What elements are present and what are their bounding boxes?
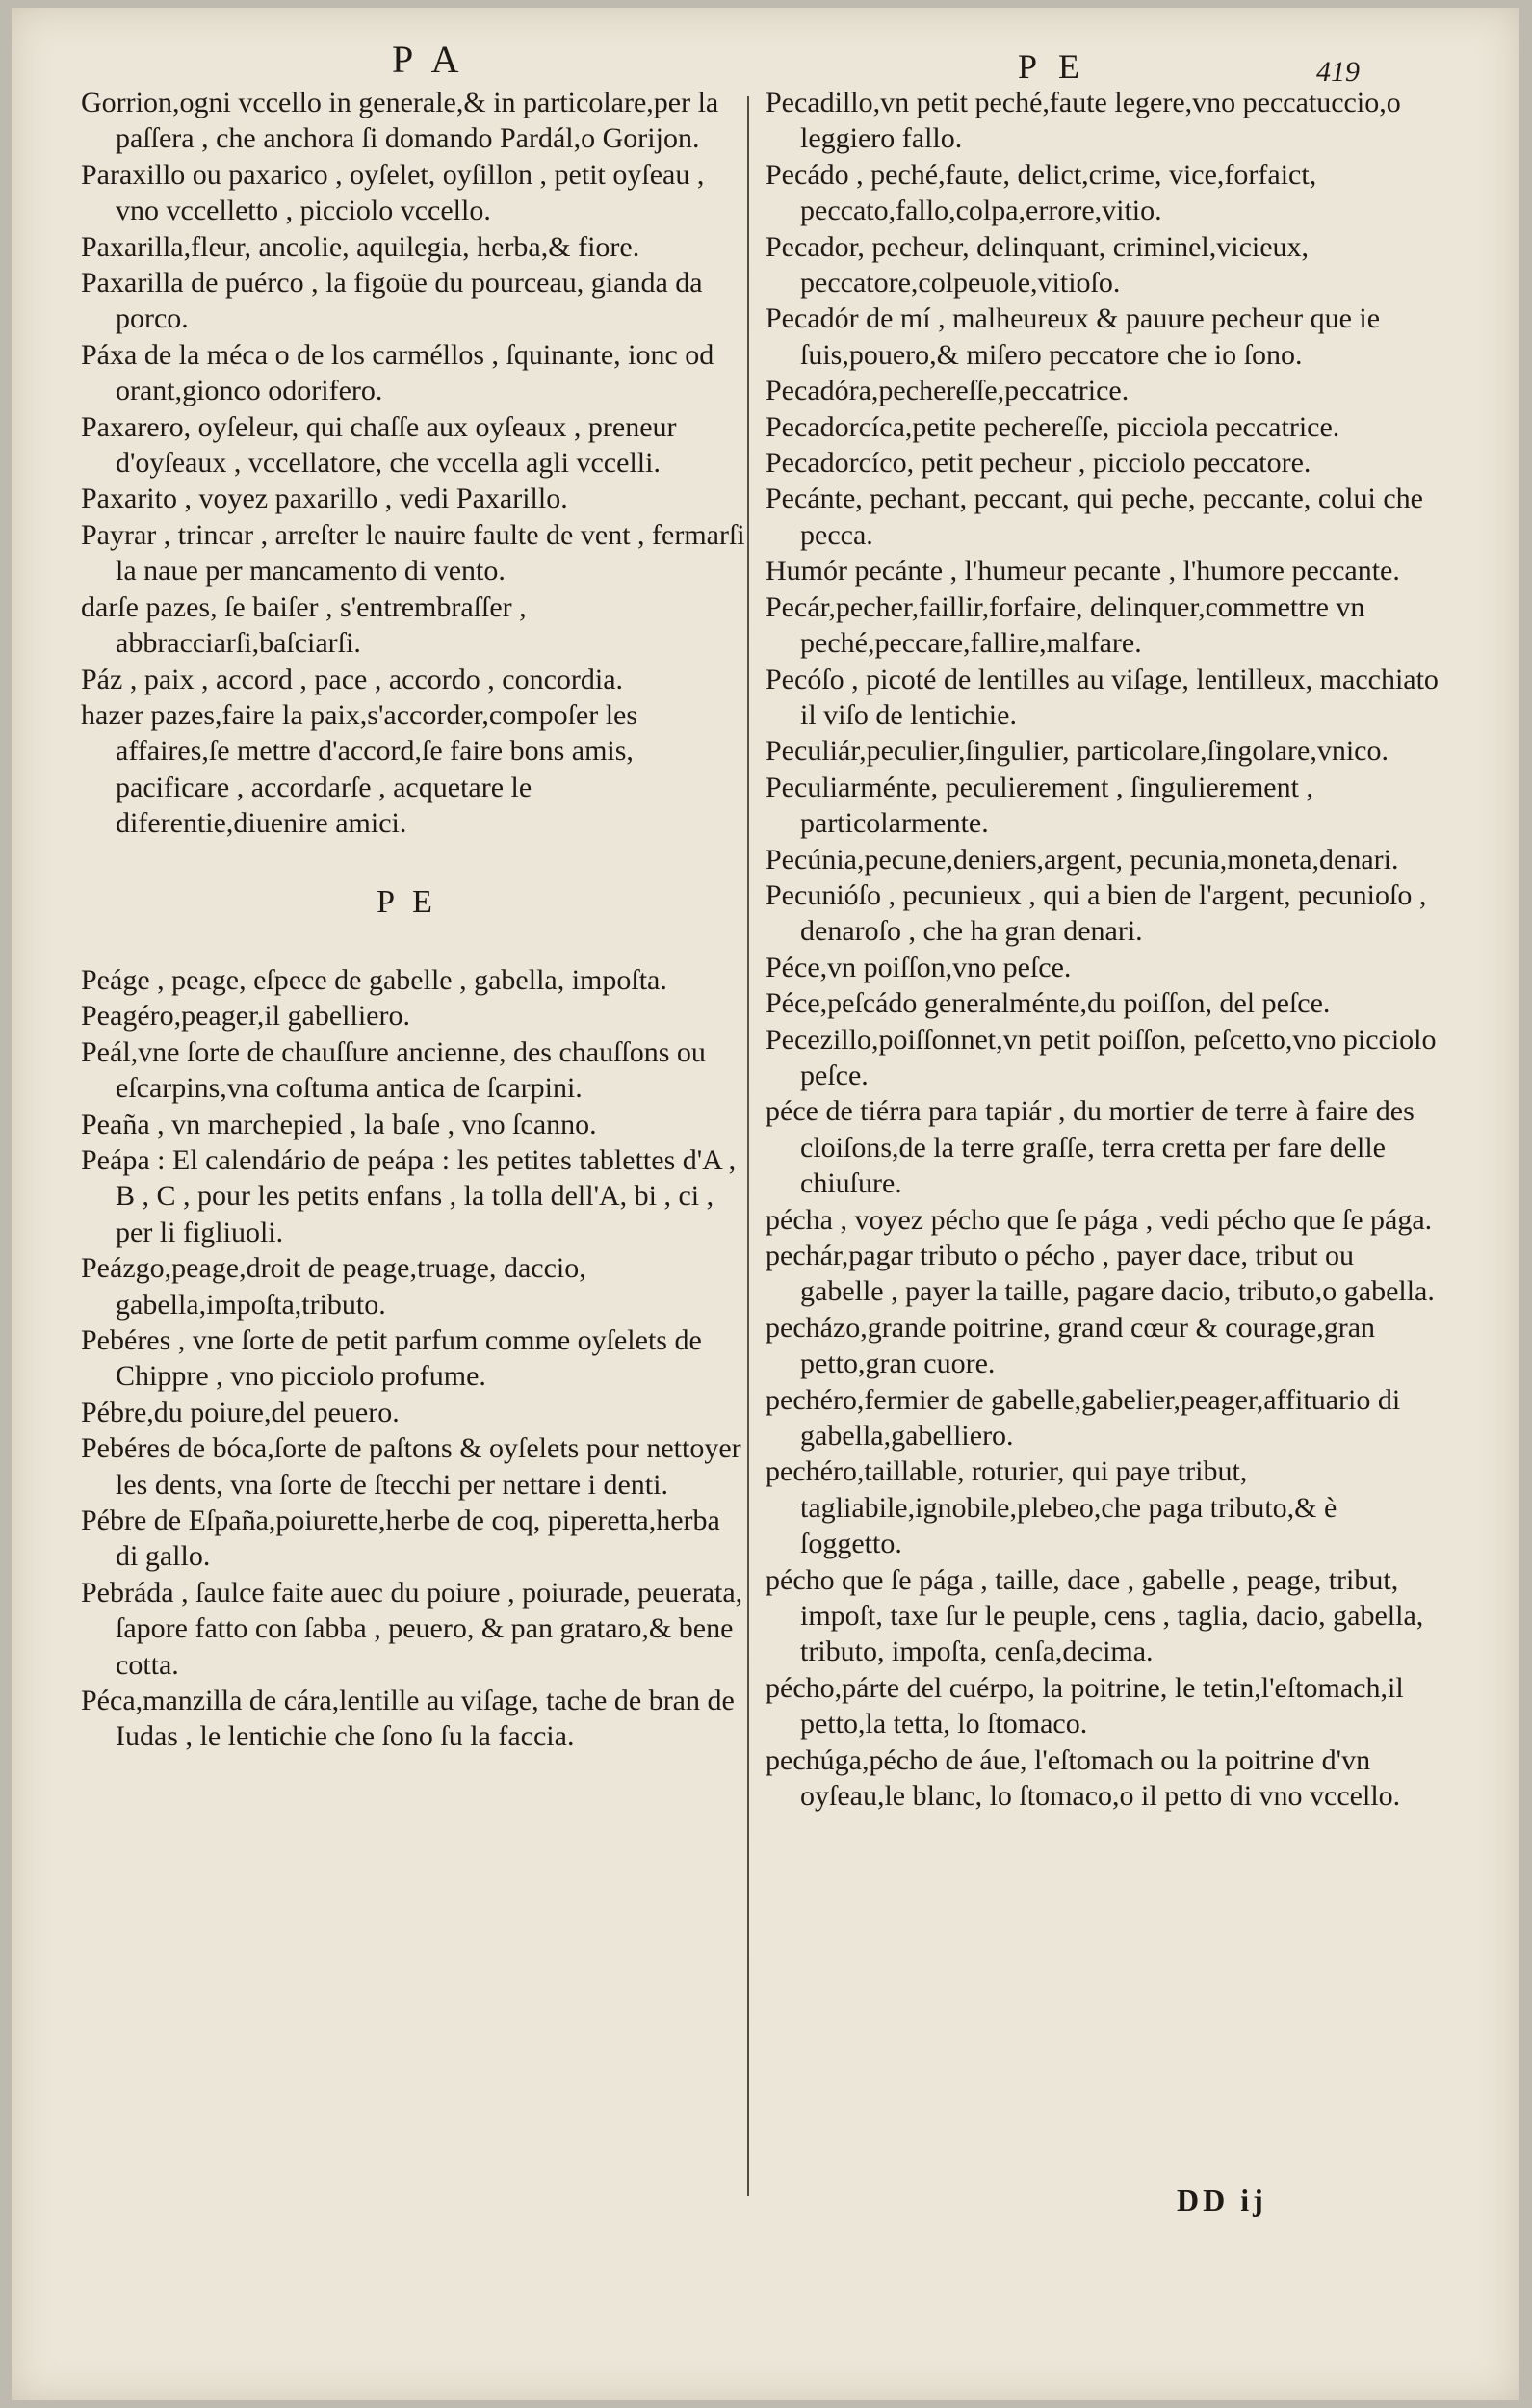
header-left: PA	[392, 38, 480, 81]
dictionary-entry: Paxarilla de puérco , la figoüe du pourceau, gianda da porco.	[81, 267, 703, 335]
dictionary-page	[12, 8, 1519, 2400]
dictionary-entry: Pecadóra,pechereſſe,peccatrice.	[766, 375, 1130, 407]
dictionary-entry: pécho que ſe pága , taille, dace , gabelle , peage, tribut, impoſt, taxe ſur le peuple, cens , taglia, dacio, gabella, tributo, impoſta, cenſa,decima.	[766, 1563, 1424, 1668]
dictionary-entry: Pecadorcíco, petit pecheur , picciolo peccatore.	[766, 447, 1311, 480]
page-number: 419	[1316, 56, 1360, 88]
dictionary-entry: Paraxillo ou paxarico , oyſelet, oyſillon , petit oyſeau , vno vccelletto , picciolo vccello.	[81, 158, 705, 227]
dictionary-entry: Pecár,pecher,faillir,forfaire, delinquer,commettre vn peché,peccare,fallire,malfare.	[766, 590, 1365, 660]
dictionary-entry: Paxarito , voyez paxarillo , vedi Paxarillo.	[81, 483, 568, 515]
dictionary-entry: Peápa : El calendário de peápa : les petites tablettes d'A , B , C , pour les petits enfans , la tolla dell'A, bi , ci , per li figliuoli.	[81, 1143, 737, 1248]
header-center: PE	[1018, 47, 1102, 86]
dictionary-entry: Pecador, pecheur, delinquant, criminel,vicieux, peccatore,colpeuole,vitioſo.	[766, 230, 1310, 300]
dictionary-entry: Péce,peſcádo generalménte,du poiſſon, del peſce.	[766, 987, 1331, 1020]
dictionary-entry: Pébre de Eſpaña,poiurette,herbe de coq, piperetta,herba di gallo.	[81, 1505, 720, 1573]
dictionary-entry: Peculiár,peculier,ſingulier, particolare,ſingolare,vnico.	[766, 735, 1389, 768]
dictionary-entry: hazer pazes,faire la paix,s'accorder,compoſer les affaires,ſe mettre d'accord,ſe faire bons amis, pacificare , accordarſe , acquetare le diferentie,diuenire amici.	[81, 698, 638, 840]
dictionary-entry: pechéro,taillable, roturier, qui paye tribut, tagliabile,ignobile,plebeo,che paga tributo,& è ſoggetto.	[766, 1455, 1337, 1560]
dictionary-entry: Pebéres de bóca,ſorte de paſtons & oyſelets pour nettoyer les dents, vna ſorte de ſtecchi per nettare i denti.	[81, 1432, 741, 1501]
right-entries	[766, 85, 1444, 1815]
dictionary-entry: pechár,pagar tributo o pécho , payer dace, tribut ou gabelle , payer la taille, pagare dacio, tributo,o gabella.	[766, 1240, 1435, 1308]
dictionary-entry: Pecadorcíca,petite pechereſſe, picciola peccatrice.	[766, 410, 1340, 443]
dictionary-entry: Pebéres , vne ſorte de petit parfum comme oyſelets de Chippre , vno picciolo profume.	[81, 1324, 702, 1393]
dictionary-entry: Pecánte, pechant, peccant, qui peche, peccante, colui che pecca.	[766, 483, 1423, 551]
dictionary-entry: darſe pazes, ſe baiſer , s'entrembraſſer , abbracciarſi,baſciarſi.	[81, 590, 527, 660]
left-column	[81, 85, 745, 1755]
dictionary-entry: Peázgo,peage,droit de peage,truage, daccio, gabella,impoſta,tributo.	[81, 1252, 586, 1321]
dictionary-entry: Peagéro,peager,il gabelliero.	[81, 1000, 410, 1033]
dictionary-entry: Peál,vne ſorte de chauſſure ancienne, des chauſſons ou eſcarpins,vna coſtuma antica de ſcarpini.	[81, 1035, 706, 1105]
section-heading: PE	[377, 883, 450, 920]
dictionary-entry: Pebráda , ſaulce faite auec du poiure , poiurade, peuerata, ſapore fatto con ſabba , peuero, & pan grataro,& bene cotta.	[81, 1576, 743, 1681]
dictionary-entry: Pecádo , peché,faute, delict,crime, vice,forfaict, peccato,fallo,colpa,errore,vitio.	[766, 158, 1317, 227]
dictionary-entry: pechúga,pécho de áue, l'eſtomach ou la poitrine d'vn oyſeau,le blanc, lo ſtomaco,o il petto di vno vccello.	[766, 1743, 1401, 1813]
running-header	[12, 27, 1519, 88]
dictionary-entry: Peáge , peage, eſpece de gabelle , gabella, impoſta.	[81, 963, 667, 996]
dictionary-entry: Gorrion,ogni vccello in generale,& in particolare,per la paſſera , che anchora ſi domando Pardál,o Gorijon.	[81, 87, 719, 155]
dictionary-entry: pecházo,grande poitrine, grand cœur & courage,gran petto,gran cuore.	[766, 1311, 1376, 1380]
dictionary-entry: Humór pecánte , l'humeur pecante , l'humore peccante.	[766, 555, 1400, 588]
dictionary-entry: Paxarero, oyſeleur, qui chaſſe aux oyſeaux , preneur d'oyſeaux , vccellatore, che vccella agli vccelli.	[81, 410, 677, 480]
column-divider	[747, 96, 749, 2196]
dictionary-entry: pécha , voyez pécho que ſe pága , vedi pécho que ſe pága.	[766, 1203, 1433, 1236]
left-entries-after	[81, 962, 745, 1755]
dictionary-entry: Pecunióſo , pecunieux , qui a bien de l'argent, pecunioſo , denaroſo , che ha gran denari.	[766, 878, 1427, 948]
dictionary-entry: pechéro,fermier de gabelle,gabelier,peager,affituario di gabella,gabelliero.	[766, 1383, 1401, 1453]
dictionary-entry: Payrar , trincar , arreſter le nauire faulte de vent , fermarſi la naue per mancamento di vento.	[81, 518, 745, 588]
dictionary-entry: Páz , paix , accord , pace , accordo , concordia.	[81, 663, 624, 695]
dictionary-entry: Pecóſo , picoté de lentilles au viſage, lentilleux, macchiato il viſo de lentichie.	[766, 663, 1439, 731]
left-entries-before	[81, 85, 745, 842]
signature-mark: DD ij	[1177, 2183, 1267, 2217]
dictionary-entry: Paxarilla,fleur, ancolie, aquilegia, herba,& fiore.	[81, 230, 640, 263]
right-column	[766, 85, 1444, 1815]
dictionary-entry: Páxa de la méca o de los carméllos , ſquinante, ionc od orant,gionco odorifero.	[81, 338, 714, 407]
dictionary-entry: Pecadillo,vn petit peché,faute legere,vno peccatuccio,o leggiero fallo.	[766, 87, 1401, 155]
dictionary-entry: Pébre,du poiure,del peuero.	[81, 1396, 400, 1428]
dictionary-entry: Peculiarménte, peculierement , ſingulierement , particolarmente.	[766, 771, 1313, 840]
dictionary-entry: Pecezillo,poiſſonnet,vn petit poiſſon, peſcetto,vno picciolo peſce.	[766, 1023, 1437, 1091]
dictionary-entry: pécho,párte del cuérpo, la poitrine, le tetin,l'eſtomach,il petto,la tetta, lo ſtomaco.	[766, 1671, 1404, 1741]
dictionary-entry: Peaña , vn marchepied , la baſe , vno ſcanno.	[81, 1108, 597, 1140]
dictionary-entry: Péca,manzilla de cára,lentille au viſage, tache de bran de Iudas , le lentichie che ſono ſu la faccia.	[81, 1685, 735, 1753]
dictionary-entry: Pecúnia,pecune,deniers,argent, pecunia,moneta,denari.	[766, 843, 1399, 876]
dictionary-entry: Pecadór de mí , malheureux & pauure pecheur que ie ſuis,pouero,& miſero peccatore che io ſono.	[766, 302, 1381, 371]
dictionary-entry: Péce,vn poiſſon,vno peſce.	[766, 951, 1072, 983]
dictionary-entry: péce de tiérra para tapiár , du mortier de terre à faire des cloiſons,de la terre graſſe, terra cretta per fare delle chiuſure.	[766, 1095, 1415, 1200]
